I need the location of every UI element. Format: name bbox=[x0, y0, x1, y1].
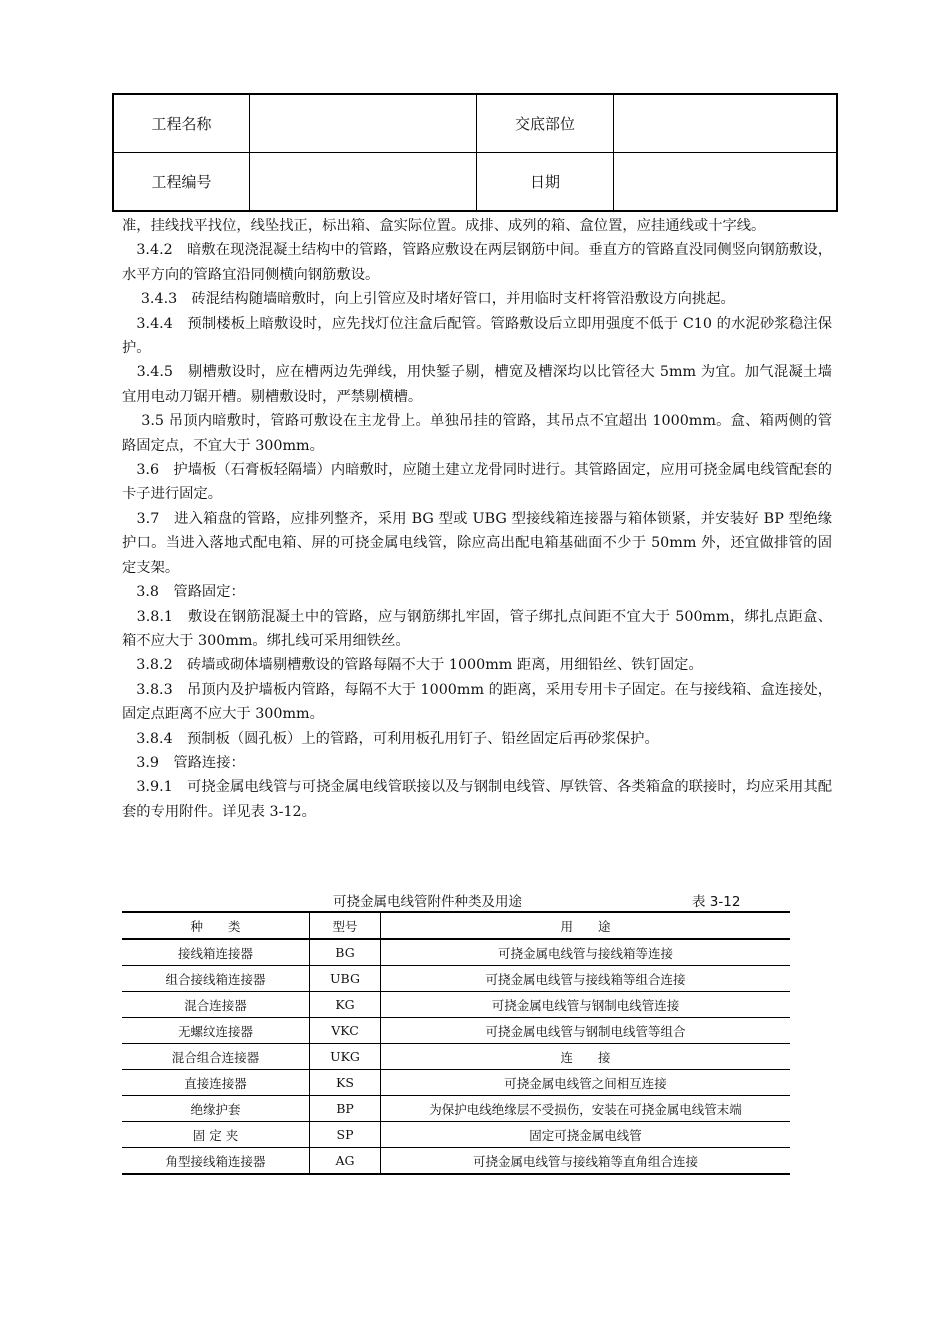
table-row bbox=[122, 966, 790, 992]
cell-usage: 可挠金属电线管与接线箱等连接 bbox=[381, 939, 791, 966]
project-info-row bbox=[113, 153, 837, 212]
cell-model: VKC bbox=[310, 1018, 381, 1044]
cell-model: KG bbox=[310, 992, 381, 1018]
table-caption bbox=[122, 889, 790, 911]
cell-usage: 可挠金属电线管与钢制电线管连接 bbox=[381, 992, 791, 1018]
paragraph: 3.6 护墙板（石膏板轻隔墙）内暗敷时，应随土建立龙骨同时进行。其管路固定，应用可挠金属电线管配套的卡子进行固定。 bbox=[122, 462, 832, 503]
table-row bbox=[122, 992, 790, 1018]
table-title: 可挠金属电线管附件种类及用途 bbox=[333, 894, 522, 910]
project-no-value bbox=[250, 153, 477, 212]
table-row bbox=[122, 1096, 790, 1122]
cell-usage: 可挠金属电线管与接线箱等直角组合连接 bbox=[381, 1148, 791, 1175]
cell-type: 无螺纹连接器 bbox=[122, 1018, 310, 1044]
paragraph: 3.7 进入箱盘的管路，应排列整齐，采用 BG 型或 UBG 型接线箱连接器与箱体锁紧，并安装好 BP 型绝缘护口。当进入落地式配电箱、屏的可挠金属电线管，除应高出配电箱基础面不少于 50mm 外，还宜做排管的固定支架。 bbox=[122, 510, 832, 576]
cell-model: UBG bbox=[310, 966, 381, 992]
column-header-model: 型号 bbox=[310, 912, 381, 939]
paragraph: 3.8 管路固定： bbox=[122, 584, 245, 601]
column-header-type: 种 类 bbox=[122, 912, 310, 939]
cell-model: SP bbox=[310, 1122, 381, 1148]
table-row bbox=[122, 939, 790, 966]
cell-usage: 可挠金属电线管与接线箱等组合连接 bbox=[381, 966, 791, 992]
project-info-row bbox=[113, 94, 837, 153]
cell-model: KS bbox=[310, 1070, 381, 1096]
cell-model: BG bbox=[310, 939, 381, 966]
table-header-row bbox=[122, 912, 790, 939]
paragraph: 3.8.3 吊顶内及护墙板内管路，每隔不大于 1000mm 的距离，采用专用卡子固定。在与接线箱、盒连接处，固定点距离不应大于 300mm。 bbox=[122, 681, 832, 723]
table-number: 表 3-12 bbox=[692, 894, 741, 910]
cell-usage: 固定可挠金属电线管 bbox=[381, 1122, 791, 1148]
project-name-value bbox=[250, 94, 477, 153]
project-no-label: 工程编号 bbox=[113, 153, 250, 212]
cell-type: 组合接线箱连接器 bbox=[122, 966, 310, 992]
fittings-table bbox=[122, 911, 790, 1175]
paragraph: 3.4.5 剔槽敷设时，应在槽两边先弹线，用快錾子剔，槽宽及槽深均以比管径大 5mm 为宜。加气混凝土墙宜用电动刀锯开槽。剔槽敷设时，严禁剔横槽。 bbox=[122, 364, 832, 405]
table-row bbox=[122, 1018, 790, 1044]
cell-type: 角型接线箱连接器 bbox=[122, 1148, 310, 1175]
cell-usage: 为保护电线绝缘层不受损伤，安装在可挠金属电线管末端 bbox=[381, 1096, 791, 1122]
cell-type: 直接连接器 bbox=[122, 1070, 310, 1096]
table-row bbox=[122, 1044, 790, 1070]
paragraph: 3.4.3 砖混结构随墙暗敷时，向上引管应及时堵好管口，并用临时支杆将管沿敷设方向挑起。 bbox=[122, 291, 735, 308]
cell-type: 混合连接器 bbox=[122, 992, 310, 1018]
table-row bbox=[122, 1070, 790, 1096]
cell-usage: 可挠金属电线管之间相互连接 bbox=[381, 1070, 791, 1096]
cell-model: UKG bbox=[310, 1044, 381, 1070]
cell-type: 混合组合连接器 bbox=[122, 1044, 310, 1070]
cell-usage: 可挠金属电线管与钢制电线管等组合 bbox=[381, 1018, 791, 1044]
cell-model: AG bbox=[310, 1148, 381, 1175]
table-row bbox=[122, 1148, 790, 1175]
date-value bbox=[614, 153, 838, 212]
paragraph: 3.5 吊顶内暗敷时，管路可敷设在主龙骨上。单独吊挂的管路，其吊点不宜超出 1000mm。盒、箱两侧的管路固定点，不宜大于 300mm。 bbox=[122, 413, 832, 454]
cell-type: 固 定 夹 bbox=[122, 1122, 310, 1148]
paragraph: 3.8.1 敷设在钢筋混凝土中的管路，应与钢筋绑扎牢固，管子绑扎点间距不宜大于 500mm，绑扎点距盒、箱不应大于 300mm。绑扎线可采用细铁丝。 bbox=[122, 608, 832, 649]
date-label: 日期 bbox=[477, 153, 614, 212]
cell-model: BP bbox=[310, 1096, 381, 1122]
paragraph: 3.8.2 砖墙或砌体墙剔槽敷设的管路每隔不大于 1000mm 距离，用细铅丝、铁钉固定。 bbox=[122, 657, 703, 674]
paragraph: 3.9 管路连接： bbox=[122, 754, 245, 771]
table-row bbox=[122, 1122, 790, 1148]
cell-type: 接线箱连接器 bbox=[122, 939, 310, 966]
paragraph: 3.4.4 预制楼板上暗敷设时，应先找灯位注盒后配管。管路敷设后立即用强度不低于 C10 的水泥砂浆稳注保护。 bbox=[122, 315, 832, 357]
body-text bbox=[122, 214, 832, 824]
project-info-table bbox=[112, 93, 838, 212]
paragraph: 3.8.4 预制板（圆孔板）上的管路，可利用板孔用钉子、铅丝固定后再砂浆保护。 bbox=[122, 730, 659, 747]
project-name-label: 工程名称 bbox=[113, 94, 250, 153]
paragraph: 3.9.1 可挠金属电线管与可挠金属电线管联接以及与钢制电线管、厚铁管、各类箱盒的联接时，均应采用其配套的专用附件。详见表 3-12。 bbox=[122, 779, 832, 820]
paragraph: 准，挂线找平找位，线坠找正，标出箱、盒实际位置。成排、成列的箱、盒位置，应挂通线或十字线。 bbox=[122, 218, 766, 234]
column-header-usage: 用 途 bbox=[381, 912, 791, 939]
cell-type: 绝缘护套 bbox=[122, 1096, 310, 1122]
handover-part-label: 交底部位 bbox=[477, 94, 614, 153]
cell-usage: 连 接 bbox=[381, 1044, 791, 1070]
paragraph: 3.4.2 暗敷在现浇混凝土结构中的管路，管路应敷设在两层钢筋中间。垂直方的管路直没同侧竖向钢筋敷设，水平方向的管路宜沿同侧横向钢筋敷设。 bbox=[122, 242, 832, 283]
handover-part-value bbox=[614, 94, 838, 153]
